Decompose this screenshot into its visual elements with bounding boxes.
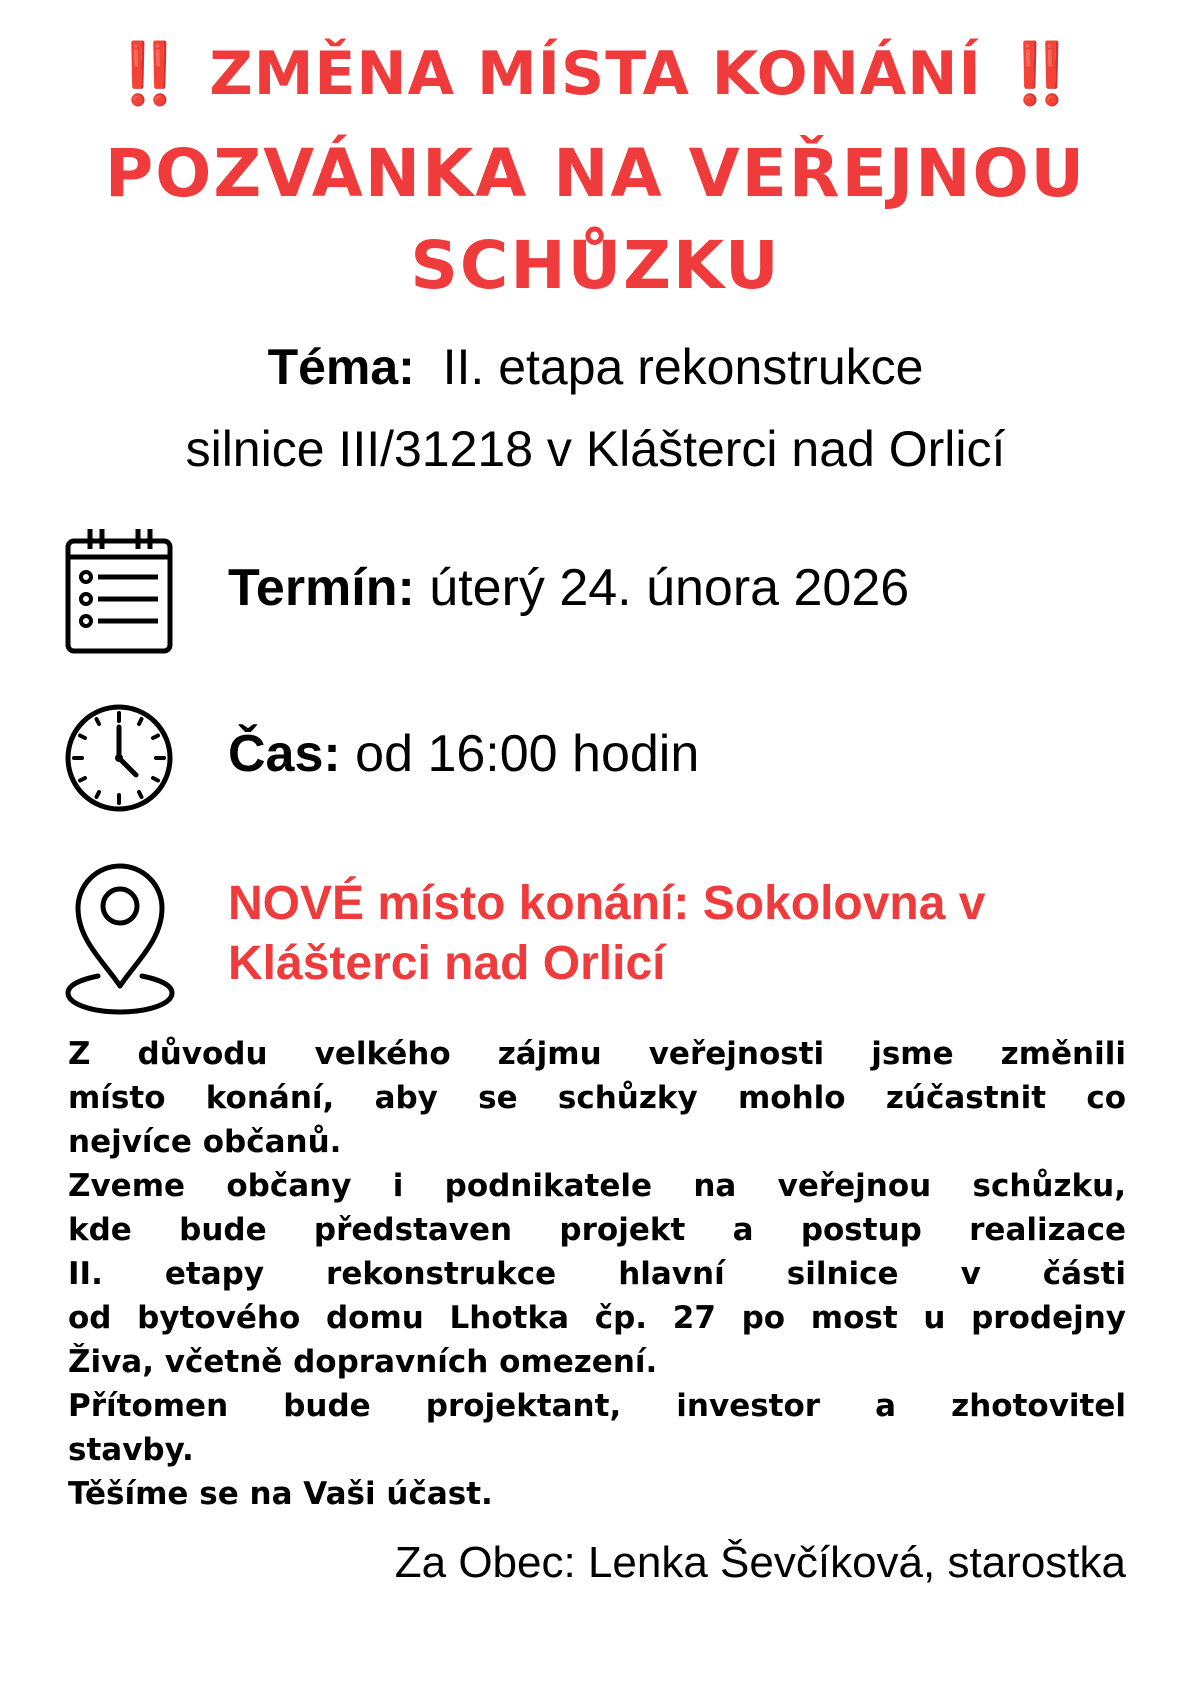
change-notice-heading: ‼️ ZMĚNA MÍSTA KONÁNÍ ‼️ xyxy=(111,39,1080,109)
time-label: Čas: xyxy=(228,725,341,783)
topic-line1 xyxy=(0,338,1191,396)
date-value: úterý 24. února 2026 xyxy=(429,559,910,617)
signature: Za Obec: Lenka Ševčíková, starostka xyxy=(394,1538,1126,1587)
body-line: Z důvodu velkého zájmu veřejnosti jsme změnili xyxy=(68,1036,1126,1072)
topic-label: Téma: xyxy=(267,339,415,395)
invitation-title-line1: POZVÁNKA NA VEŘEJNOU xyxy=(104,135,1087,212)
location-pin-icon xyxy=(64,858,176,1018)
body-line: místo konání, aby se schůzky mohlo zúčastnit co xyxy=(68,1080,1126,1116)
date-line xyxy=(228,558,909,618)
topic-value-line1: II. etapa rekonstrukce xyxy=(442,339,924,395)
body-line: stavby. xyxy=(68,1432,194,1468)
clock-icon xyxy=(64,703,174,813)
body-line: Přítomen bude projektant, investor a zhotovitel xyxy=(68,1388,1126,1424)
body-line: Zveme občany i podnikatele na veřejnou schůzku, xyxy=(68,1168,1126,1204)
time-line xyxy=(228,724,699,784)
body-line: Těšíme se na Vaši účast. xyxy=(68,1476,493,1512)
invitation-title-line2: SCHŮZKU xyxy=(410,227,781,304)
body-line: kde bude představen projekt a postup realizace xyxy=(68,1212,1126,1248)
new-venue-line1: NOVÉ místo konání: Sokolovna v xyxy=(228,877,986,930)
calendar-icon xyxy=(64,527,176,655)
body-line: II. etapy rekonstrukce hlavní silnice v části xyxy=(68,1256,1126,1292)
body-line: nejvíce občanů. xyxy=(68,1124,342,1160)
time-value: od 16:00 hodin xyxy=(355,725,700,783)
new-venue-line2: Klášterci nad Orlicí xyxy=(228,937,666,990)
topic-value-line2: silnice III/31218 v Klášterci nad Orlicí xyxy=(185,421,1006,477)
body-line: Živa, včetně dopravních omezení. xyxy=(68,1344,658,1380)
body-line: od bytového domu Lhotka čp. 27 po most u prodejny xyxy=(68,1300,1126,1336)
date-label: Termín: xyxy=(228,559,415,617)
